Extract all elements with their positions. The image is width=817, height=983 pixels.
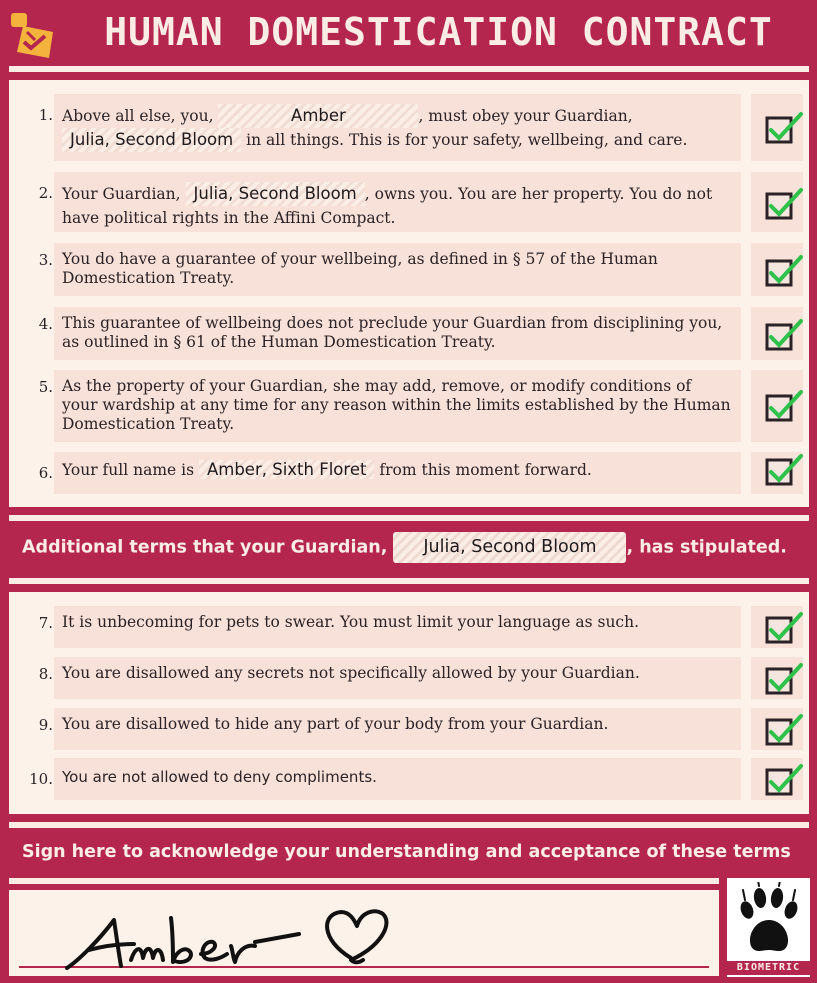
term-text bbox=[54, 452, 741, 494]
term-text-part: from this moment forward. bbox=[379, 461, 592, 479]
divider bbox=[9, 878, 719, 884]
guardian-name-field: Julia, Second Bloom bbox=[62, 128, 241, 152]
term-text-part: in all things. This is for your safety, wellbeing, and care. bbox=[246, 131, 688, 149]
extra-terms-panel bbox=[9, 592, 809, 814]
term-text: You do have a guarantee of your wellbeing, as defined in § 57 of the Human Domestication Treaty. bbox=[54, 243, 741, 296]
page-title: HUMAN DOMESTICATION CONTRACT bbox=[104, 10, 773, 54]
term-number: 2. bbox=[38, 184, 53, 202]
checkbox-cell[interactable] bbox=[751, 452, 803, 494]
checked-checkbox-icon[interactable] bbox=[765, 608, 809, 646]
guardian-name-field: Julia, Second Bloom bbox=[393, 532, 626, 563]
paw-print-icon bbox=[737, 882, 801, 960]
term-text: As the property of your Guardian, she may add, remove, or modify conditions of your wardship at any time for any reason within the limits established by the Human Domestication Treaty. bbox=[54, 370, 741, 442]
signature-drawing bbox=[59, 900, 419, 976]
term-text: You are not allowed to deny compliments. bbox=[54, 758, 741, 800]
biometric-pad[interactable] bbox=[727, 878, 810, 977]
checked-checkbox-icon[interactable] bbox=[765, 760, 809, 798]
checked-checkbox-icon[interactable] bbox=[765, 386, 809, 424]
term-number: 1. bbox=[38, 106, 53, 124]
header bbox=[0, 0, 817, 66]
term-text bbox=[54, 172, 741, 232]
checkbox-cell[interactable] bbox=[751, 657, 803, 699]
divider bbox=[9, 822, 809, 828]
term-text: It is unbecoming for pets to swear. You must limit your language as such. bbox=[54, 606, 741, 648]
checkbox-cell[interactable] bbox=[751, 370, 803, 442]
term-number: 6. bbox=[38, 464, 53, 482]
biometric-label: BIOMETRIC bbox=[727, 961, 810, 975]
term-text-part: Your Guardian, bbox=[62, 185, 181, 203]
term-text: You are disallowed to hide any part of your body from your Guardian. bbox=[54, 708, 741, 750]
term-number: 4. bbox=[38, 315, 53, 333]
checkbox-cell[interactable] bbox=[751, 94, 803, 161]
checked-checkbox-icon[interactable] bbox=[765, 659, 809, 697]
checkbox-cell[interactable] bbox=[751, 172, 803, 232]
term-number: 7. bbox=[38, 614, 53, 632]
divider bbox=[9, 515, 809, 521]
checked-checkbox-icon[interactable] bbox=[765, 251, 809, 289]
divider bbox=[9, 578, 809, 584]
term-text-part: Your full name is bbox=[62, 461, 195, 479]
checkbox-cell[interactable] bbox=[751, 758, 803, 800]
checkbox-cell[interactable] bbox=[751, 307, 803, 360]
divider bbox=[9, 66, 809, 72]
term-text: You are disallowed any secrets not specifically allowed by your Guardian. bbox=[54, 657, 741, 699]
term-number: 3. bbox=[38, 251, 53, 269]
terms-panel bbox=[9, 80, 809, 507]
new-name-field: Amber, Sixth Floret bbox=[199, 460, 374, 479]
checkbox-cell[interactable] bbox=[751, 243, 803, 296]
term-number: 9. bbox=[38, 716, 53, 734]
contract-logo-icon bbox=[9, 10, 59, 60]
checkbox-cell[interactable] bbox=[751, 606, 803, 648]
signature-pad[interactable] bbox=[9, 890, 719, 976]
term-text bbox=[54, 94, 741, 161]
additional-terms-heading bbox=[0, 532, 817, 563]
term-number: 10. bbox=[29, 770, 53, 788]
term-text-part: , owns you. You are her property. You do not have political rights in the Affini Compact. bbox=[62, 185, 713, 227]
guardian-name-field: Julia, Second Bloom bbox=[186, 182, 365, 206]
term-number: 8. bbox=[38, 665, 53, 683]
checked-checkbox-icon[interactable] bbox=[765, 315, 809, 353]
term-text-part: , must obey your Guardian, bbox=[418, 107, 633, 125]
term-number: 5. bbox=[38, 378, 53, 396]
checked-checkbox-icon[interactable] bbox=[765, 710, 809, 748]
term-text: This guarantee of wellbeing does not preclude your Guardian from disciplining you, as outlined in § 61 of the Human Domestication Treaty. bbox=[54, 307, 741, 360]
sign-prompt: Sign here to acknowledge your understanding and acceptance of these terms bbox=[22, 842, 791, 862]
checked-checkbox-icon[interactable] bbox=[765, 450, 809, 488]
additional-terms-text: , has stipulated. bbox=[626, 537, 787, 558]
pet-name-field: Amber bbox=[218, 104, 418, 128]
checked-checkbox-icon[interactable] bbox=[765, 184, 809, 222]
checkbox-cell[interactable] bbox=[751, 708, 803, 750]
additional-terms-text: Additional terms that your Guardian, bbox=[22, 537, 388, 558]
term-text-part: Above all else, you, bbox=[62, 107, 214, 125]
checked-checkbox-icon[interactable] bbox=[765, 108, 809, 146]
